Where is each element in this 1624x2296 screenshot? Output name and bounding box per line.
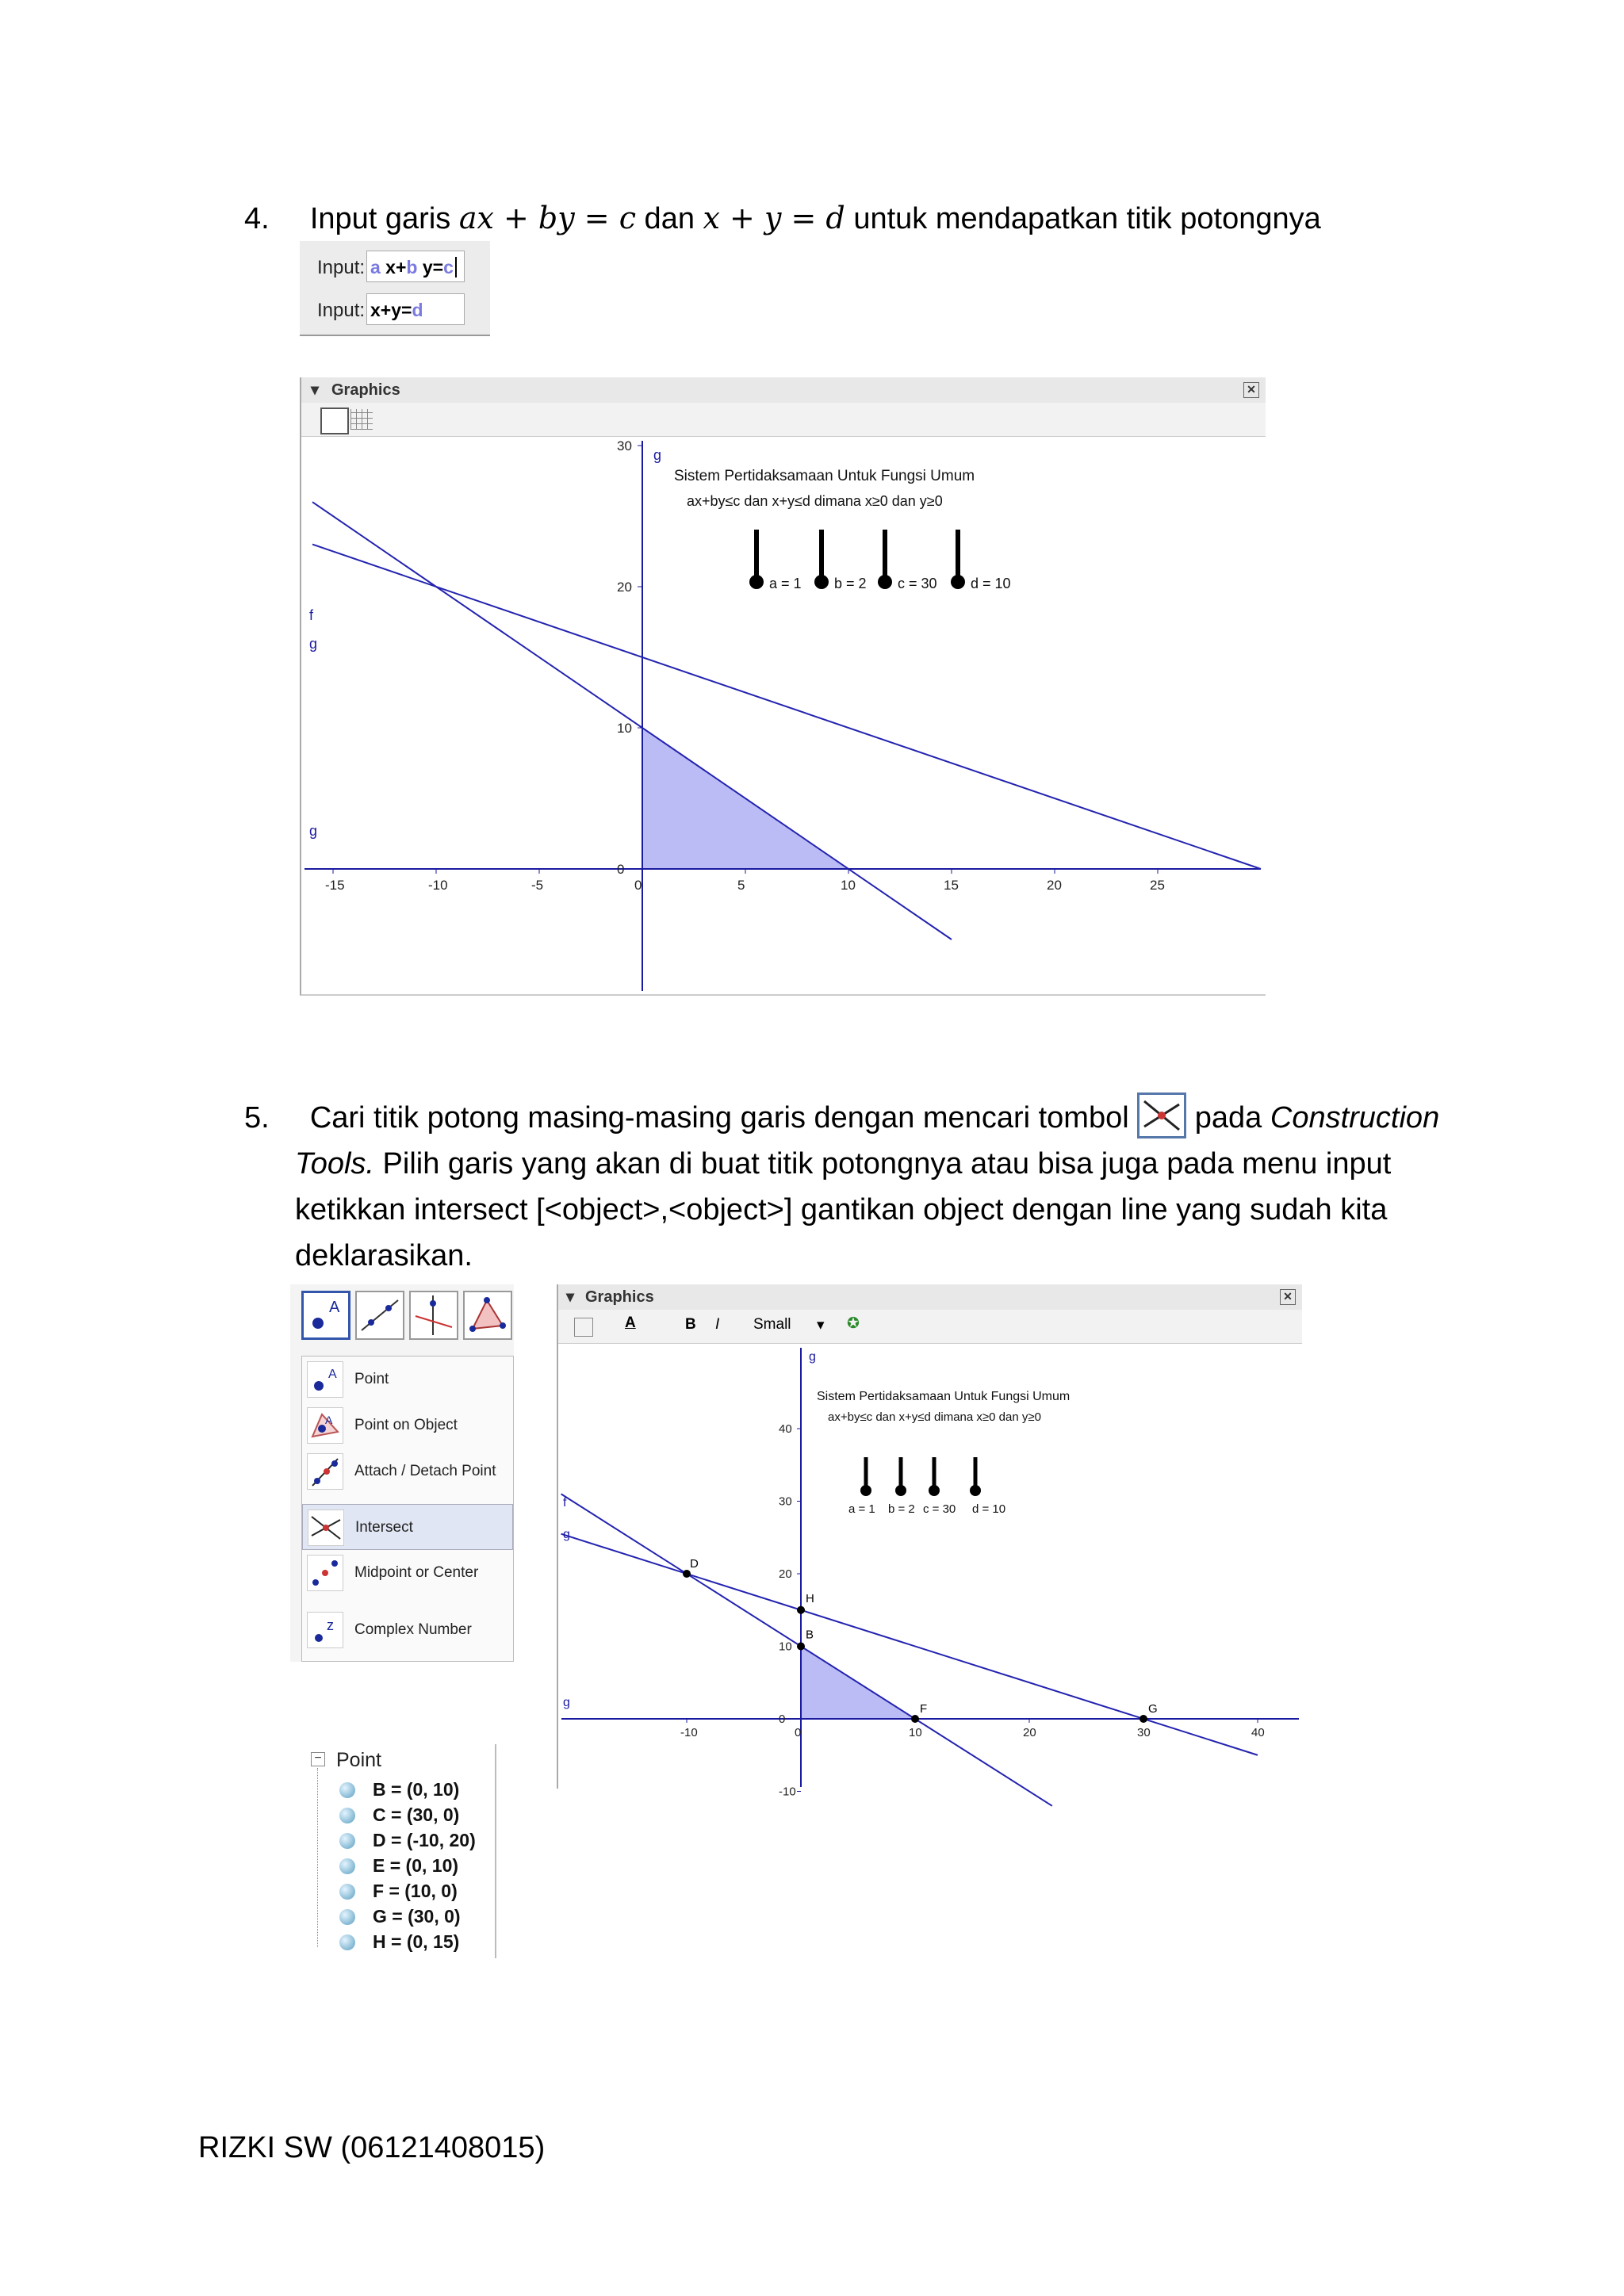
font-size-select[interactable]: Small [753, 1316, 791, 1333]
step4-eq1: ax + by = c [458, 201, 636, 235]
midpoint-icon [307, 1555, 343, 1591]
line-f [561, 1534, 1258, 1755]
slider-knob [929, 1485, 940, 1496]
x-tick-label: -10 [428, 878, 448, 893]
intersect-icon [308, 1510, 344, 1546]
x-tick-label: 40 [1251, 1726, 1265, 1739]
italic-button[interactable]: I [715, 1316, 720, 1333]
menu-item-attach-detach-point[interactable]: Attach / Detach Point [302, 1448, 513, 1494]
step4-text-mid: dan [636, 202, 703, 235]
step4-number: 4. [244, 202, 270, 235]
menu-item-midpoint-or-center[interactable]: Midpoint or Center [302, 1550, 513, 1596]
line-tool-button[interactable] [355, 1291, 404, 1340]
point-object-icon[interactable] [339, 1858, 355, 1874]
svg-text:z: z [327, 1617, 334, 1633]
graphics-view-1 [300, 377, 1266, 996]
algebra-view [301, 1744, 496, 1958]
perpendicular-tool-button[interactable] [409, 1291, 458, 1340]
x-tick-label: 10 [909, 1726, 922, 1739]
slider-knob [814, 575, 829, 589]
x-tick-label: -5 [531, 878, 544, 893]
line-label-g: g [309, 636, 318, 652]
point-object-icon[interactable] [339, 1909, 355, 1925]
point-on-object-icon [307, 1407, 343, 1444]
graphics-title-line2: ax+by≤c dan x+y≤d dimana x≥0 dan y≥0 [828, 1410, 1041, 1424]
svg-text:A: A [328, 1368, 337, 1381]
algebra-point-row[interactable]: F = (10, 0) [373, 1881, 458, 1901]
complex-number-icon [307, 1612, 343, 1648]
x-tick-label: 20 [1023, 1726, 1036, 1739]
graphics-panel-header [301, 377, 1266, 404]
y-axis-label: g [809, 1350, 816, 1364]
menu-item-complex-number[interactable]: z Complex Number [302, 1607, 513, 1653]
y-tick-label: 30 [617, 438, 632, 453]
text-color-icon[interactable]: A [625, 1314, 636, 1331]
graphics-title-line1: Sistem Pertidaksamaan Untuk Fungsi Umum [674, 468, 975, 484]
step4-eq2: x + y = d [703, 201, 845, 235]
slider-knob [749, 575, 764, 589]
point-label: H [806, 1591, 814, 1605]
axes-toggle-icon[interactable] [320, 408, 349, 434]
slider-knob [860, 1485, 871, 1496]
input-label: Input: [317, 257, 366, 278]
slider-label: b = 2 [888, 1502, 915, 1516]
x-tick-label: 0 [634, 878, 642, 893]
algebra-tree-line [317, 1768, 318, 1947]
slider-knob [895, 1485, 906, 1496]
footer-author: RIZKI SW (06121408015) [198, 2131, 546, 2164]
menu-item-point-on-object[interactable]: A Point on Object [302, 1402, 513, 1448]
y-axis-label: g [653, 447, 662, 463]
close-icon[interactable]: ✕ [1280, 1289, 1296, 1305]
input-row-2 [300, 289, 490, 330]
x-tick-label: 25 [1150, 878, 1165, 893]
x-tick-label: 5 [737, 878, 745, 893]
collapse-triangle-icon[interactable]: ▾ [566, 1288, 575, 1306]
graphics-title-line2: ax+by≤c dan x+y≤d dimana x≥0 dan y≥0 [687, 493, 943, 509]
algebra-point-row[interactable]: B = (0, 10) [373, 1779, 460, 1800]
point-tools-dropdown [301, 1356, 514, 1662]
object-style-icon[interactable] [574, 1318, 593, 1337]
point-label: G [1148, 1702, 1158, 1716]
intersection-point [797, 1606, 805, 1614]
y-tick-label: 40 [779, 1422, 792, 1436]
graphics-panel-title: Graphics [585, 1288, 654, 1306]
point-icon [307, 1361, 343, 1398]
input-bar-screenshot [300, 241, 490, 336]
x-tick-label: 20 [1047, 878, 1062, 893]
line-label-g: g [563, 1528, 570, 1541]
point-object-icon[interactable] [339, 1934, 355, 1950]
slider-label: c = 30 [898, 576, 937, 591]
slider-knob [951, 575, 965, 589]
point-tool-button[interactable] [301, 1291, 350, 1340]
line-g [312, 502, 952, 939]
y-tick-label: 20 [779, 1567, 792, 1581]
polygon-tool-button[interactable] [463, 1291, 512, 1340]
slider-label: d = 10 [971, 576, 1011, 591]
graphics-canvas-1[interactable] [301, 436, 1266, 994]
graphics-title-line1: Sistem Pertidaksamaan Untuk Fungsi Umum [817, 1390, 1071, 1403]
point-label: F [920, 1702, 928, 1716]
x-tick-label: 30 [1137, 1726, 1151, 1739]
step5-number: 5. [244, 1101, 270, 1135]
intersection-point [797, 1643, 805, 1651]
step5-paragraph [244, 1093, 1465, 1279]
input-row-1 [300, 246, 490, 287]
step4-text-before: Input garis [309, 202, 459, 235]
point-object-icon[interactable] [339, 1833, 355, 1849]
y-tick-label: 10 [617, 721, 632, 736]
point-label: D [690, 1557, 699, 1571]
step5-line1-b: pada [1194, 1101, 1270, 1135]
graphics-panel-header [558, 1284, 1302, 1311]
graphics-style-bar [301, 403, 1266, 437]
graphics-view-2 [557, 1284, 1302, 1799]
input-label: Input: [317, 300, 366, 321]
graphics-canvas-2[interactable] [558, 1343, 1302, 1799]
algebra-point-row[interactable]: G = (30, 0) [373, 1906, 461, 1927]
svg-text:A: A [329, 1299, 340, 1316]
y-tick-label: 0 [617, 862, 625, 877]
algebra-point-row[interactable]: D = (-10, 20) [373, 1830, 476, 1850]
graphics-style-bar [558, 1310, 1302, 1344]
chevron-down-icon[interactable]: ▾ [817, 1317, 825, 1334]
construction-tools-menu [290, 1284, 514, 1662]
y-tick-label: 0 [779, 1712, 786, 1726]
attach-detach-point-icon [307, 1453, 343, 1490]
menu-item-intersect[interactable]: Intersect [302, 1504, 513, 1550]
slider-label: a = 1 [848, 1502, 875, 1516]
slider-knob [878, 575, 892, 589]
line-label-f: f [309, 607, 314, 623]
point-object-icon[interactable] [339, 1884, 355, 1900]
collapse-triangle-icon[interactable]: ▾ [311, 381, 320, 399]
x-tick-label: 10 [841, 878, 856, 893]
point-label: B [806, 1628, 814, 1642]
intersect-tool-icon [1137, 1093, 1186, 1138]
algebra-header: Point [336, 1749, 381, 1771]
step5-line3: ketikkan intersect [<object>,<object>] gantikan object dengan line yang sudah kita [295, 1193, 1388, 1226]
step5-line2-a: Tools. [295, 1147, 374, 1181]
point-object-icon[interactable] [339, 1782, 355, 1798]
algebra-point-row[interactable]: C = (30, 0) [373, 1804, 460, 1825]
slider-knob [970, 1485, 981, 1496]
input-field-2[interactable]: x+y=d [366, 293, 465, 325]
line-f [312, 545, 1261, 869]
pin-icon[interactable]: ✪ [847, 1315, 860, 1332]
x-tick-label: 0 [795, 1726, 802, 1739]
y-tick-label: 20 [617, 580, 632, 595]
grid-toggle-icon[interactable] [350, 409, 373, 430]
intersection-point [911, 1715, 919, 1723]
step5-line4: deklarasikan. [295, 1239, 473, 1272]
intersection-point [683, 1570, 691, 1578]
algebra-point-row[interactable]: H = (0, 15) [373, 1931, 460, 1952]
line-label-g: g [309, 823, 318, 839]
step5-line2-b: Pilih garis yang akan di buat titik potongnya atau bisa juga pada menu input [374, 1147, 1392, 1181]
slider-label: d = 10 [972, 1502, 1006, 1516]
algebra-point-row[interactable]: E = (0, 10) [373, 1855, 459, 1876]
svg-text:A: A [325, 1414, 333, 1426]
y-tick-label: -10 [779, 1785, 796, 1799]
graphics-panel-title: Graphics [331, 381, 400, 399]
line-label-f: f [563, 1496, 567, 1510]
bold-button[interactable]: B [685, 1316, 696, 1333]
x-tick-label: -10 [680, 1726, 698, 1739]
slider-label: b = 2 [834, 576, 867, 591]
y-tick-label: 10 [779, 1640, 792, 1654]
x-tick-label: 15 [944, 878, 959, 893]
x-tick-label: -15 [325, 878, 345, 893]
intersection-point [1139, 1715, 1147, 1723]
step4-text-after: untuk mendapatkan titik potongnya [845, 202, 1321, 235]
point-object-icon[interactable] [339, 1808, 355, 1823]
step5-line1-c: Construction [1270, 1101, 1440, 1135]
collapse-minus-icon[interactable]: − [311, 1752, 325, 1766]
slider-label: c = 30 [923, 1502, 956, 1516]
slider-label: a = 1 [769, 576, 802, 591]
step4-paragraph [244, 195, 1321, 242]
close-icon[interactable]: ✕ [1243, 382, 1259, 398]
line-label-g: g [563, 1696, 570, 1709]
y-tick-label: 30 [779, 1494, 792, 1509]
menu-item-point[interactable]: A Point [302, 1357, 513, 1402]
input-field-1[interactable]: a x+b y=c [366, 251, 465, 282]
step5-line1-a: Cari titik potong masing-masing garis dengan mencari tombol [309, 1101, 1129, 1135]
line-g [561, 1494, 1052, 1805]
